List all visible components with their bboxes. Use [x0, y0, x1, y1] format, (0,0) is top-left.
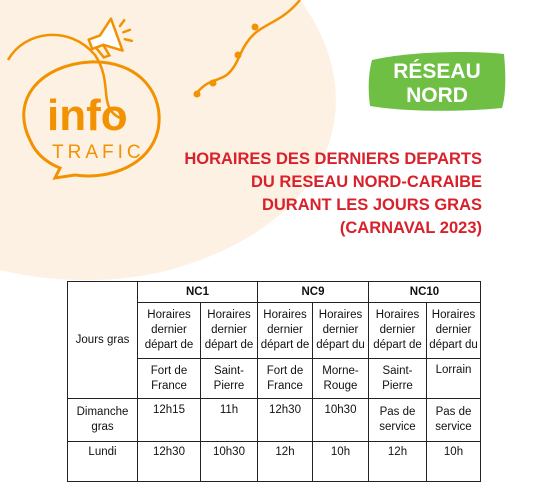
time-cell: 12h30: [138, 442, 201, 482]
line-header: NC10: [369, 282, 481, 303]
reseau-nord-badge: [366, 50, 508, 112]
subheader-cell: Horaires dernier départ du: [313, 303, 369, 359]
table-row: [68, 442, 481, 482]
subheader-cell: Horaires dernier départ de: [138, 303, 201, 359]
subheader-cell: Horaires dernier départ de: [369, 303, 427, 359]
logo-word-info: info: [47, 91, 128, 140]
time-cell: 12h15: [138, 399, 201, 442]
place-cell: Fort de France: [258, 359, 313, 399]
time-cell: 12h: [258, 442, 313, 482]
time-cell: 10h30: [313, 399, 369, 442]
line-header-row: [68, 282, 481, 303]
time-cell: 11h: [201, 399, 258, 442]
title-line: DU RESEAU NORD-CARAIBE: [250, 173, 482, 191]
badge-line-2: NORD: [406, 84, 468, 107]
place-cell: Lorrain: [427, 359, 481, 399]
line-header: NC9: [258, 282, 369, 303]
place-cell: Saint- Pierre: [369, 359, 427, 399]
subheader-cell: Horaires dernier départ du: [427, 303, 481, 359]
time-cell: 12h: [369, 442, 427, 482]
time-cell: 10h30: [201, 442, 258, 482]
logo-word-trafic: TRAFIC: [52, 142, 145, 163]
title-line: HORAIRES DES DERNIERS DEPARTS: [184, 150, 482, 168]
time-cell: Pas de service: [369, 399, 427, 442]
time-cell: 10h: [427, 442, 481, 482]
subheader-cell: Horaires dernier départ de: [258, 303, 313, 359]
time-cell: Pas de service: [427, 399, 481, 442]
line-header: NC1: [138, 282, 258, 303]
table-row: [68, 399, 481, 442]
title-line: (CARNAVAL 2023): [339, 219, 482, 237]
day-cell: Lundi: [68, 442, 138, 482]
time-cell: 10h: [313, 442, 369, 482]
badge-line-1: RÉSEAU: [393, 60, 481, 83]
page-title: [150, 148, 482, 240]
time-cell: 12h30: [258, 399, 313, 442]
schedule-table: [67, 281, 481, 482]
title-line: DURANT LES JOURS GRAS: [261, 196, 482, 214]
place-cell: Morne- Rouge: [313, 359, 369, 399]
place-cell: Fort de France: [138, 359, 201, 399]
place-cell: Saint- Pierre: [201, 359, 258, 399]
corner-label: Jours gras: [68, 282, 138, 399]
subheader-cell: Horaires dernier départ de: [201, 303, 258, 359]
day-cell: Dimanche gras: [68, 399, 138, 442]
